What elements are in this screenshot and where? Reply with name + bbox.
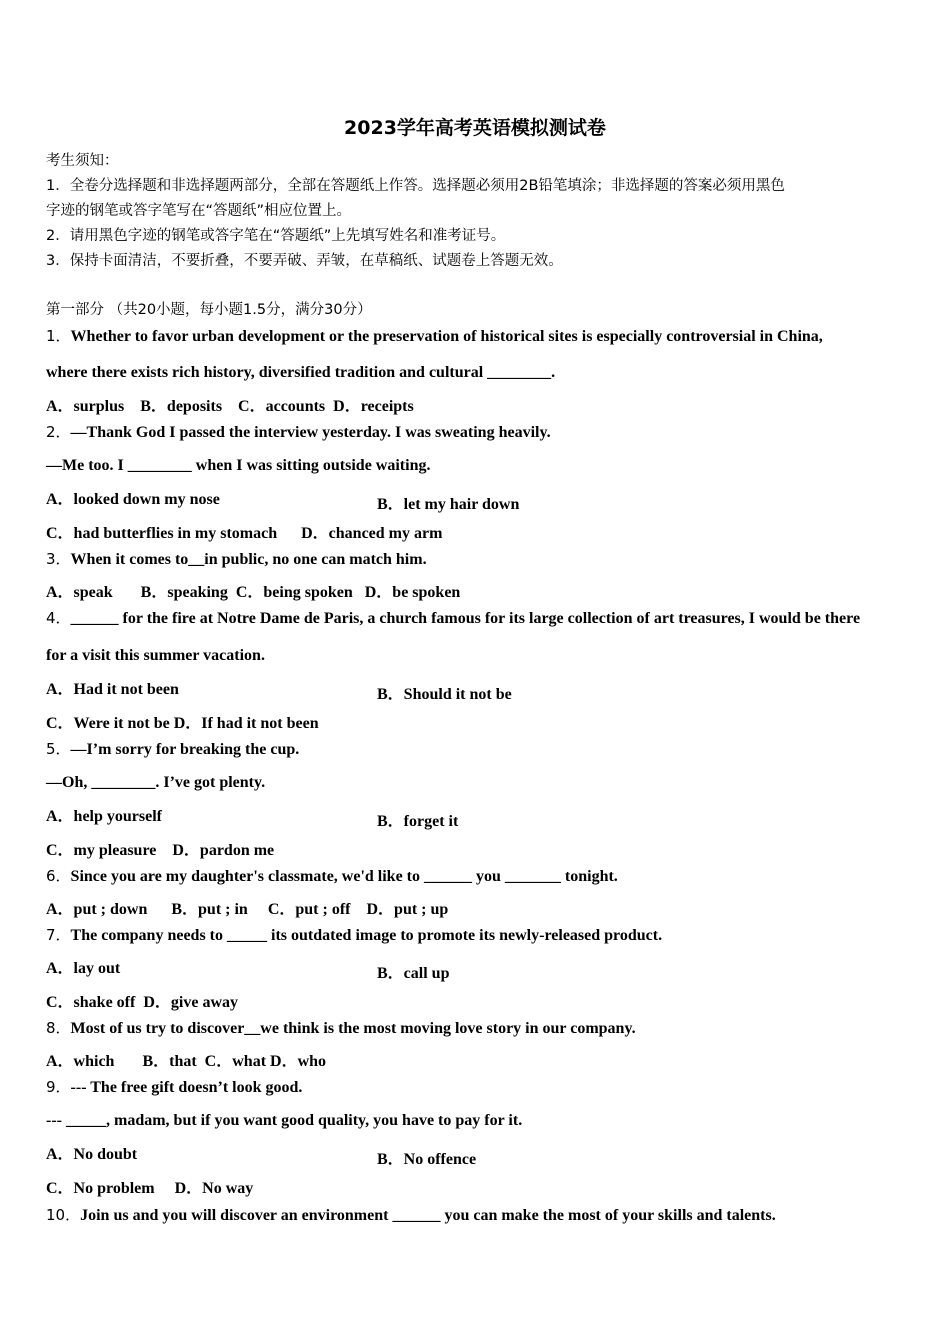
notice-line-1b: 字迹的钢笔或答字笔写在“答题纸”相应位置上。 xyxy=(46,203,352,219)
notice-line-3: 3．保持卡面清洁，不要折叠，不要弄破、弄皱，在草稿纸、试题卷上答题无效。 xyxy=(46,253,563,269)
question-6 xyxy=(46,867,618,886)
question-5-option-a: A．help yourself xyxy=(46,808,163,825)
question-8-options: A．which B．that C．what D．who xyxy=(46,1053,327,1070)
notice-line-2: 2．请用黑色字迹的钢笔或答字笔在“答题纸”上先填写姓名和准考证号。 xyxy=(46,228,506,244)
question-text: Most of us try to discover__we think is the most moving love story in our company. xyxy=(70,1020,636,1037)
question-number: 9． xyxy=(46,1078,71,1096)
question-8 xyxy=(46,1019,636,1038)
page-title: 2023学年高考英语模拟测试卷 xyxy=(344,117,606,139)
question-7-option-b: B．call up xyxy=(377,965,450,982)
question-number: 10． xyxy=(46,1206,81,1224)
question-5 xyxy=(46,740,299,759)
question-2 xyxy=(46,423,551,442)
question-2-option-b: B．let my hair down xyxy=(377,496,520,513)
question-number: 8． xyxy=(46,1019,71,1037)
question-2-options-cd: C．had butterflies in my stomach D．chanced my arm xyxy=(46,525,443,542)
question-number: 7． xyxy=(46,926,71,944)
question-number: 2． xyxy=(46,423,71,441)
question-1 xyxy=(46,327,823,346)
question-text: The company needs to _____ its outdated image to promote its newly-released product. xyxy=(70,927,663,944)
question-1-cont: where there exists rich history, diversified tradition and cultural ________. xyxy=(46,364,556,381)
question-2-option-a: A．looked down my nose xyxy=(46,491,220,508)
question-2-reply: —Me too. I ________ when I was sitting outside waiting. xyxy=(46,457,431,474)
question-text: When it comes to__in public, no one can match him. xyxy=(70,551,427,568)
question-4-options-cd: C．Were it not be D．If had it not been xyxy=(46,715,319,732)
question-4 xyxy=(46,609,860,628)
question-3-options: A．speak B．speaking C．being spoken D．be spoken xyxy=(46,584,461,601)
question-5-reply: —Oh, ________. I’ve got plenty. xyxy=(46,774,266,791)
question-text: --- The free gift doesn’t look good. xyxy=(70,1079,303,1096)
question-number: 1． xyxy=(46,327,71,345)
question-number: 5． xyxy=(46,740,71,758)
question-4-cont: for a visit this summer vacation. xyxy=(46,647,265,664)
question-9-reply: --- _____, madam, but if you want good quality, you have to pay for it. xyxy=(46,1112,523,1129)
question-1-options: A．surplus B．deposits C．accounts D．receipts xyxy=(46,398,414,415)
question-number: 3． xyxy=(46,550,71,568)
question-9 xyxy=(46,1078,302,1097)
question-9-options-cd: C．No problem D．No way xyxy=(46,1180,254,1197)
section-heading: 第一部分 （共20小题，每小题1.5分，满分30分） xyxy=(46,302,372,318)
question-7-option-a: A．lay out xyxy=(46,960,121,977)
question-number: 6． xyxy=(46,867,71,885)
question-text: —I’m sorry for breaking the cup. xyxy=(70,741,300,758)
question-5-option-b: B．forget it xyxy=(377,813,459,830)
question-text: Join us and you will discover an environment ______ you can make the most of your skills and talents. xyxy=(80,1207,776,1224)
question-text: Since you are my daughter's classmate, we'd like to ______ you _______ tonight. xyxy=(70,868,618,885)
question-3 xyxy=(46,550,427,569)
notice-line-1a: 1．全卷分选择题和非选择题两部分，全部在答题纸上作答。选择题必须用2B铅笔填涂；非选择题的答案必须用黑色 xyxy=(46,178,785,194)
question-10 xyxy=(46,1206,776,1225)
question-9-option-b: B．No offence xyxy=(377,1151,477,1168)
question-number: 4． xyxy=(46,609,71,627)
question-6-options: A．put ; down B．put ; in C．put ; off D．put ; up xyxy=(46,901,449,918)
notice-heading: 考生须知： xyxy=(46,153,119,169)
question-9-option-a: A．No doubt xyxy=(46,1146,138,1163)
question-text: ______ for the fire at Notre Dame de Paris, a church famous for its large collection of art treasures, I would be there xyxy=(70,610,861,627)
question-5-options-cd: C．my pleasure D．pardon me xyxy=(46,842,275,859)
question-text: —Thank God I passed the interview yesterday. I was sweating heavily. xyxy=(70,424,551,441)
question-7 xyxy=(46,926,662,945)
question-7-options-cd: C．shake off D．give away xyxy=(46,994,238,1011)
question-text: Whether to favor urban development or the preservation of historical sites is especially controversial in China, xyxy=(70,328,823,345)
question-4-option-a: A．Had it not been xyxy=(46,681,179,698)
question-4-option-b: B．Should it not be xyxy=(377,686,512,703)
